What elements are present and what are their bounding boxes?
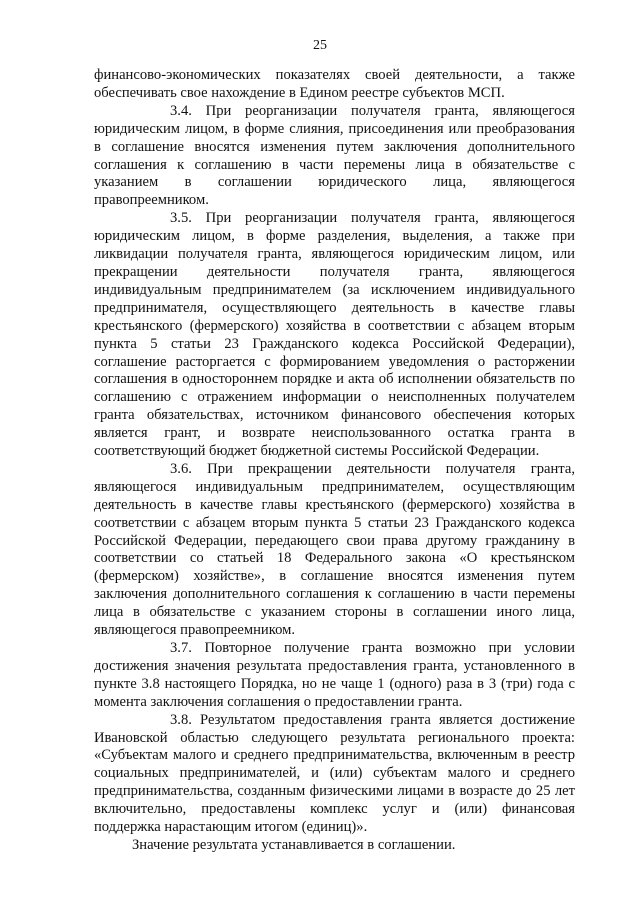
page-number: 25 <box>313 38 327 53</box>
document-body <box>94 67 575 855</box>
paragraph-text: Значение результата устанавливается в соглашении. <box>132 836 456 853</box>
paragraph-number: 3.8. <box>170 711 192 728</box>
paragraph-number: 3.7. <box>170 640 192 656</box>
paragraph-3-8 <box>94 712 575 837</box>
paragraph-text: Результатом предоставления гранта является достижение Ивановской областью следующего результата регионального проекта: «Субъектам малого и среднего предпринимательства, включенным в реестр социальных предпринимателей, и (или) субъектам малого и среднего предпринимательства, созданным физическими лицами в возрасте до 25 лет включительно, предоставлены комплекс услуг и (или) финансовая поддержка нарастающим итогом (единиц)». <box>94 711 575 836</box>
paragraph-text: При реорганизации получателя гранта, являющегося юридическим лицом, в форме разделения, выделения, а также при ликвидации получателя гранта, являющегося юридическим лицом, или прекращении деятельности получателя гранта, являющегося индивидуальным предпринимателем (за исключением индивидуального предпринимателя, осуществляющего деятельность в качестве главы крестьянского (фермерского) хозяйства в соответствии с абзацем вторым пункта 5 статьи 23 Гражданского кодекса Российской Федерации), соглашение расторгается с формированием уведомления о расторжении соглашения в одностороннем порядке и акта об исполнении обязательств по соглашению с отражением информации о неисполненных получателем гранта обязательствах, источником финансового обеспечения которых является грант, и возврате неиспользованного остатка гранта в соответствующий бюджет бюджетной системы Российской Федерации. <box>94 210 575 460</box>
paragraph-text: При реорганизации получателя гранта, являющегося юридическим лицом, в форме слияния, присоединения или преобразования в соглашение вносятся изменения путем заключения дополнительного соглашения к соглашению в части перемены лица в обязательстве с указанием в соглашении юридического лица, являющегося правопреемником. <box>94 102 575 209</box>
paragraph-text: финансово-экономических показателях своей деятельности, а также обеспечивать свое нахождение в Едином реестре субъектов МСП. <box>94 67 575 101</box>
paragraph-number: 3.4. <box>170 102 192 119</box>
paragraph-number: 3.5. <box>170 210 192 227</box>
paragraph-3-5 <box>94 210 575 461</box>
paragraph-result-value <box>94 837 575 855</box>
paragraph-text: Повторное получение гранта возможно при условии достижения значения результата предоставления гранта, установленного в пункте 3.8 настоящего Порядка, но не чаще 1 (одного) раза в 3 (три) года с момента заключения соглашения о предоставлении гранта. <box>94 640 575 710</box>
paragraph-3-6 <box>94 461 575 640</box>
paragraph-3-4 <box>94 103 575 210</box>
paragraph-number: 3.6. <box>170 460 192 477</box>
paragraph-text: При прекращении деятельности получателя гранта, являющегося индивидуальным предпринимателем, осуществляющим деятельность в качестве главы крестьянского (фермерского) хозяйства в соответствии с абзацем вторым пункта 5 статьи 23 Гражданского кодекса Российской Федерации, передающего свои права другому гражданину в соответствии со статьей 18 Федерального закона «О крестьянском (фермерском) хозяйстве», в соглашение вносятся изменения путем заключения дополнительного соглашения к соглашению в части перемены лица в обязательстве с указанием стороны в соглашении иного лица, являющегося правопреемником. <box>94 460 575 639</box>
paragraph-continuation <box>94 67 575 103</box>
paragraph-3-7 <box>94 640 575 712</box>
